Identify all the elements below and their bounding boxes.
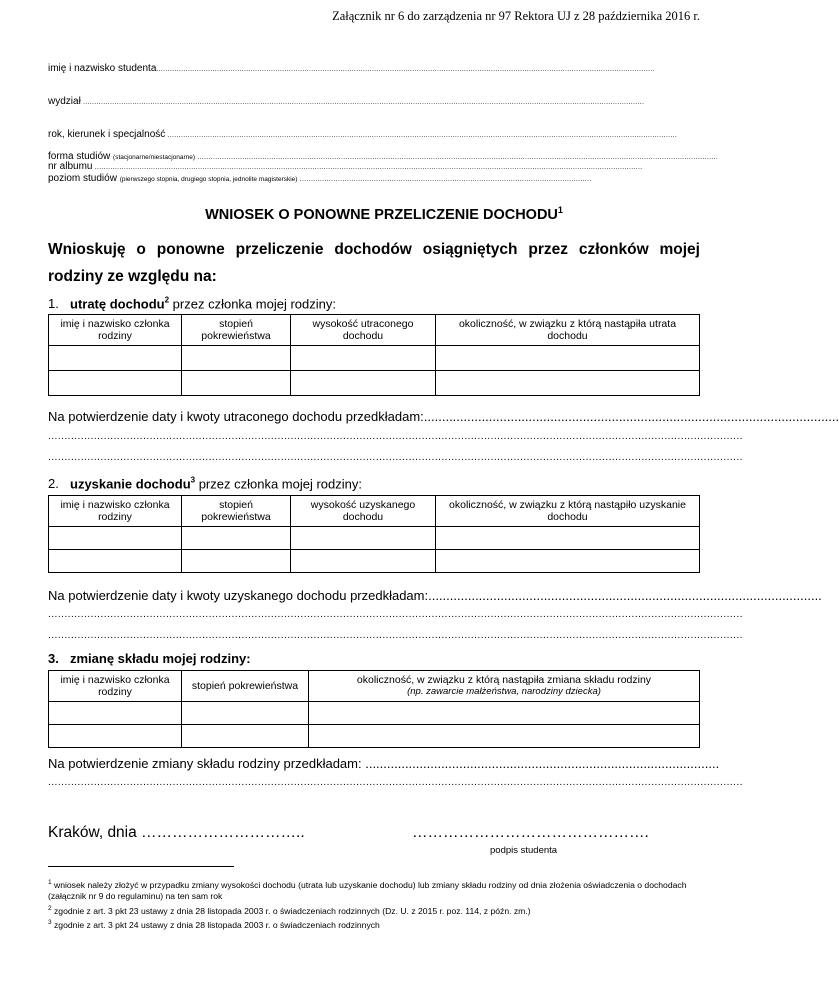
table-cell[interactable] [182,725,309,748]
table-cell[interactable] [182,527,291,550]
table-row [49,702,700,725]
dotted-line[interactable]: .................................................................................................................................................................................................................... [48,777,744,788]
signature-label: podpis studenta [490,845,558,856]
place-date-field[interactable]: Kraków, dnia ………………………….. [48,824,305,841]
dotted-line[interactable]: .................................................................................................................................................................................................................... [48,431,744,442]
footnotes [48,877,700,932]
footnote-2: $^2$ zgodnie z art. 3 pkt 23 ustawy z dnia 28 listopada 2003 r. o świadczeniach rodzinnych (Dz. U. z 2015 r. poz. 114, z późn. zm.) [48,904,531,916]
field-label: imię i nazwisko studenta [48,63,157,74]
col-header: okoliczność, w związku z którą nastąpiła utrata dochodu [436,315,700,346]
attachment-note: Załącznik nr 6 do zarządzenia nr 97 Rektora UJ z 28 października 2016 r. [332,9,700,23]
table-cell[interactable] [436,371,700,396]
section-1-heading: 1. utratę dochodu$^2$ przez członka mojej rodziny: [48,296,336,312]
table-cell[interactable] [436,527,700,550]
column-note: (np. zawarcie małżeństwa, narodziny dziecka) [407,686,601,697]
table-cell[interactable] [291,346,436,371]
table-cell[interactable] [49,702,182,725]
section-2-heading: 2. uzyskanie dochodu$^3$ przez członka mojej rodziny: [48,476,362,492]
table-cell[interactable] [436,346,700,371]
table-cell[interactable] [49,527,182,550]
col-header: stopień pokrewieństwa [182,315,291,346]
table-cell[interactable] [49,550,182,573]
table-row [49,527,700,550]
table-cell[interactable] [49,346,182,371]
field-hint: (stacjonarne/niestacjonarne) [113,154,196,161]
field-hint: (pierwszego stopnia, drugiego stopnia, jednolite magisterskie) [119,176,298,183]
family-confirm-line[interactable]: Na potwierdzenie zmiany składu rodziny przedkładam: .................................................................................................. [48,756,720,771]
table-row [49,371,700,396]
field-label: wydział [48,96,81,107]
family-change-table [48,670,700,748]
col-header: imię i nazwisko członka rodziny [49,315,182,346]
col-header: wysokość utraconego dochodu [291,315,436,346]
field-label: nr albumu [48,161,93,172]
table-row [49,550,700,573]
col-header: wysokość uzyskanego dochodu [291,496,436,527]
signature-field[interactable]: ………………………………………. [412,824,649,841]
col-header: imię i nazwisko członka rodziny [49,496,182,527]
footnote-3: $^3$ zgodnie z art. 3 pkt 24 ustawy z dnia 28 listopada 2003 r. o świadczeniach rodzinnych [48,919,380,931]
faculty-field[interactable]: wydział .......................................................................................................................................................................................................................................................... [48,96,645,107]
table-cell[interactable] [291,371,436,396]
field-label: rok, kierunek i specjalność [48,129,166,140]
section-3-heading: 3. zmianę składu mojej rodziny: [48,651,251,666]
table-cell[interactable] [309,725,700,748]
col-header: okoliczność, w związku z którą nastąpiło uzyskanie dochodu [436,496,700,527]
study-form-line[interactable]: forma studiów (stacjonarne/niestacjonarne) ........................................................................................................................................................................................................................................ [48,151,719,162]
table-cell[interactable] [182,371,291,396]
loss-confirm-line[interactable]: Na potwierdzenie daty i kwoty utraconego dochodu przedkładam:................................................................................................................... [48,409,839,424]
dotted-line[interactable]: .................................................................................................................................................................................................................... [48,452,744,463]
table-cell[interactable] [291,550,436,573]
field-label: poziom studiów [48,173,117,184]
form-title: WNIOSEK O PONOWNE PRZELICZENIE DOCHODU$^1$ [205,205,563,223]
table-cell[interactable] [49,725,182,748]
col-header: stopień pokrewieństwa [182,671,309,702]
footnote-1: $^1$ wniosek należy złożyć w przypadku zmiany wysokości dochodu (utrata lub uzyskanie dochodu) lub zmiany składu rodziny od dnia złożenia oświadczenia o dochodach (załącznik nr 9 do regulaminu) na ten sam rok [48,879,687,902]
table-cell[interactable] [291,527,436,550]
field-label: forma studiów [48,151,111,162]
year-field[interactable]: rok, kierunek i specjalność ................................................................................................................................................................................................................................... [48,129,678,140]
table-cell[interactable] [49,371,182,396]
income-gain-table [48,495,700,573]
table-cell[interactable] [436,550,700,573]
col-header: okoliczność, w związku z którą nastąpiła zmiana składu rodziny (np. zawarcie małżeństwa, narodziny dziecka) [309,671,700,702]
table-cell[interactable] [182,346,291,371]
col-header: stopień pokrewieństwa [182,496,291,527]
table-row [49,725,700,748]
gain-confirm-line[interactable]: Na potwierdzenie daty i kwoty uzyskanego dochodu przedkładam:............................................................................................................. [48,588,822,603]
dotted-line[interactable]: .................................................................................................................................................................................................................... [48,630,744,641]
table-cell[interactable] [309,702,700,725]
study-level-field[interactable]: poziom studiów (pierwszego stopnia, drugiego stopnia, jednolite magisterskie) .................................................................................................................................. [48,173,592,184]
request-lead: Wnioskuję o ponowne przeliczenie dochodów osiągniętych przez członków mojej rodziny ze względu na: [48,241,700,285]
footnote-divider [48,866,234,867]
table-cell[interactable] [182,550,291,573]
dotted-line[interactable]: .................................................................................................................................................................................................................... [48,609,744,620]
income-loss-table [48,314,700,396]
student-name-field[interactable]: imię i nazwisko studenta.............................................................................................................................................................................................................................. [48,63,655,74]
table-cell[interactable] [182,702,309,725]
col-header: imię i nazwisko członka rodziny [49,671,182,702]
album-number-field[interactable]: nr albumu .................................................................................................................................................................................................................................................... [48,161,643,172]
table-row [49,346,700,371]
